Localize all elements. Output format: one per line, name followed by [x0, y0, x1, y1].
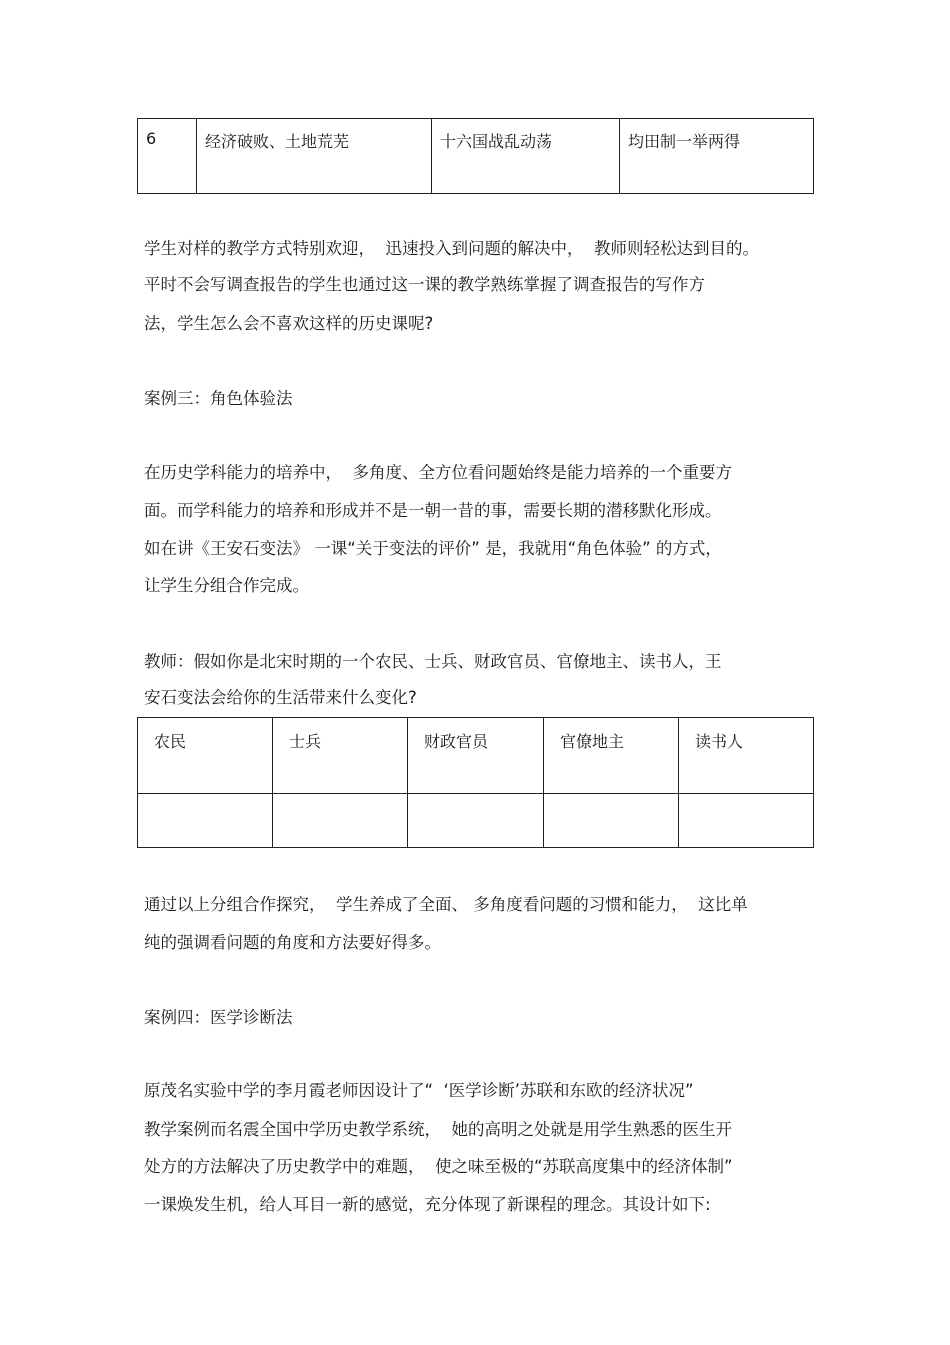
- table-header-cell: 官僚地主: [544, 718, 679, 794]
- table-cell: [544, 794, 679, 848]
- paragraph-line: 如在讲《王安石变法》 一课“关于变法的评价” 是，我就用“角色体验” 的方式，: [144, 539, 722, 558]
- role-experience-table: [137, 717, 814, 848]
- table-header-cell: 农民: [138, 718, 273, 794]
- paragraph-line: 让学生分组合作完成。: [144, 576, 309, 595]
- table-header-cell: 士兵: [273, 718, 408, 794]
- paragraph-line: 通过以上分组合作探究， 学生养成了全面、 多角度看问题的习惯和能力， 这比单: [144, 895, 748, 914]
- table-cell: 经济破败、土地荒芜: [197, 119, 432, 194]
- paragraph-line: 原茂名实验中学的李月霞老师因设计了“ ‘医学诊断’苏联和东欧的经济状况”: [144, 1081, 694, 1100]
- paragraph-line: 面。而学科能力的培养和形成并不是一朝一昔的事，需要长期的潜移默化形成。: [144, 501, 722, 520]
- table-cell: 均田制一举两得: [620, 119, 814, 194]
- paragraph-line: 法，学生怎么会不喜欢这样的历史课呢?: [144, 314, 434, 333]
- paragraph-line: 处方的方法解决了历史教学中的难题， 使之味至极的“苏联高度集中的经济体制”: [144, 1157, 733, 1176]
- table-cell: [273, 794, 408, 848]
- paragraph-line: 纯的强调看问题的角度和方法要好得多。: [144, 933, 441, 952]
- paragraph-line: 教学案例而名震全国中学历史教学系统， 她的高明之处就是用学生熟悉的医生开: [144, 1120, 732, 1139]
- table-cell: 十六国战乱动荡: [432, 119, 620, 194]
- section-heading-case4: 案例四：医学诊断法: [144, 1008, 293, 1027]
- table-cell: [679, 794, 814, 848]
- table-cell: [138, 794, 273, 848]
- table-cell: [408, 794, 544, 848]
- table-header-cell: 读书人: [679, 718, 814, 794]
- table-row: [138, 119, 814, 194]
- paragraph-line: 在历史学科能力的培养中， 多角度、全方位看问题始终是能力培养的一个重要方: [144, 463, 732, 482]
- table-cell: 6: [138, 119, 197, 194]
- paragraph-line: 教师：假如你是北宋时期的一个农民、士兵、财政官员、官僚地主、读书人，王: [144, 652, 722, 671]
- paragraph-line: 安石变法会给你的生活带来什么变化?: [144, 688, 417, 707]
- section-heading-case3: 案例三：角色体验法: [144, 389, 293, 408]
- table-row: [138, 794, 814, 848]
- paragraph-line: 平时不会写调查报告的学生也通过这一课的教学熟练掌握了调查报告的写作方: [144, 275, 705, 294]
- paragraph-line: 一课焕发生机，给人耳目一新的感觉，充分体现了新课程的理念。其设计如下:: [144, 1195, 711, 1214]
- history-cause-table: [137, 118, 814, 194]
- paragraph-line: 学生对样的教学方式特别欢迎， 迅速投入到问题的解决中， 教师则轻松达到目的。: [144, 239, 759, 258]
- table-header-row: [138, 718, 814, 794]
- table-header-cell: 财政官员: [408, 718, 544, 794]
